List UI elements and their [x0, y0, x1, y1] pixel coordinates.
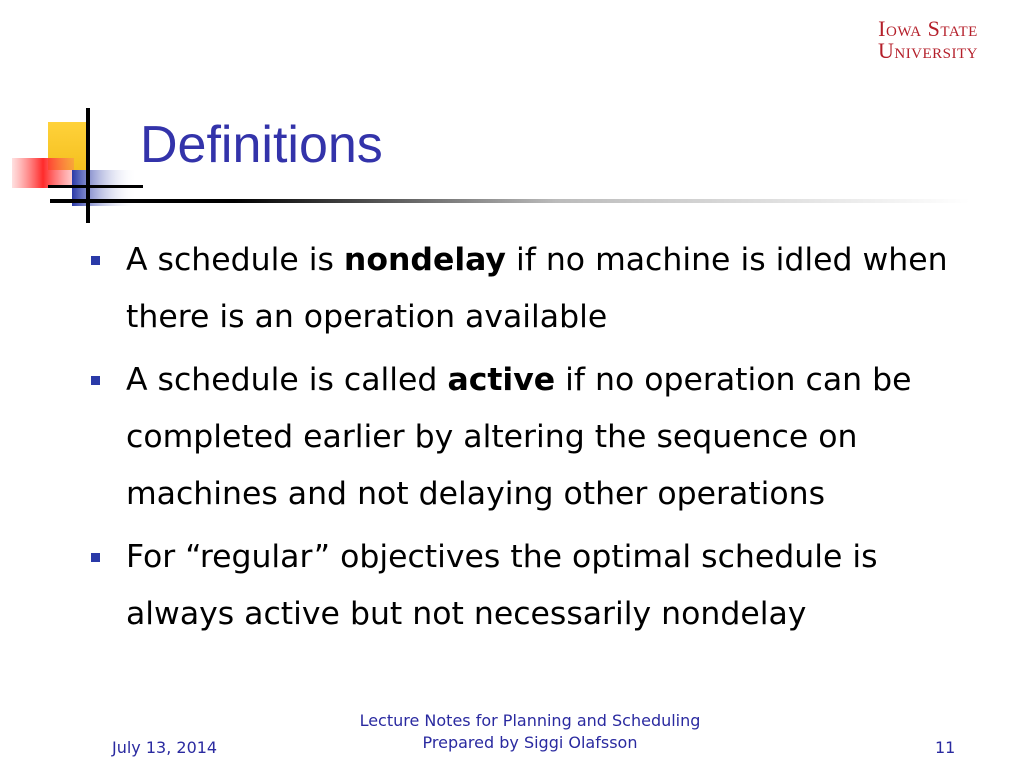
title-underline	[50, 199, 970, 203]
footer-author: Prepared by Siggi Olafsson	[422, 733, 638, 752]
logo-line-1: Iowa State	[878, 16, 978, 41]
bullet-list	[85, 232, 965, 649]
iowa-state-logo	[858, 18, 998, 62]
bullet-square-icon	[91, 376, 100, 385]
bullet-item: For “regular” objectives the optimal schedule is always active but not necessarily nondelay	[85, 529, 965, 643]
footer-course-info	[330, 710, 730, 754]
slide-footer	[0, 708, 1024, 768]
footer-date: July 13, 2014	[112, 738, 218, 757]
slide-title: Definitions	[140, 116, 383, 174]
bullet-square-icon	[91, 553, 100, 562]
bullet-square-icon	[91, 256, 100, 265]
footer-page-number: 11	[935, 738, 956, 757]
footer-course-title: Lecture Notes for Planning and Scheduling	[359, 711, 701, 730]
bullet-item: A schedule is nondelay if no machine is idled when there is an operation available	[85, 232, 965, 346]
bullet-item: A schedule is called active if no operation can be completed earlier by altering the sequence on machines and not delaying other operations	[85, 352, 965, 523]
decorative-corner-graphic	[0, 100, 150, 230]
logo-line-2: University	[877, 38, 979, 63]
